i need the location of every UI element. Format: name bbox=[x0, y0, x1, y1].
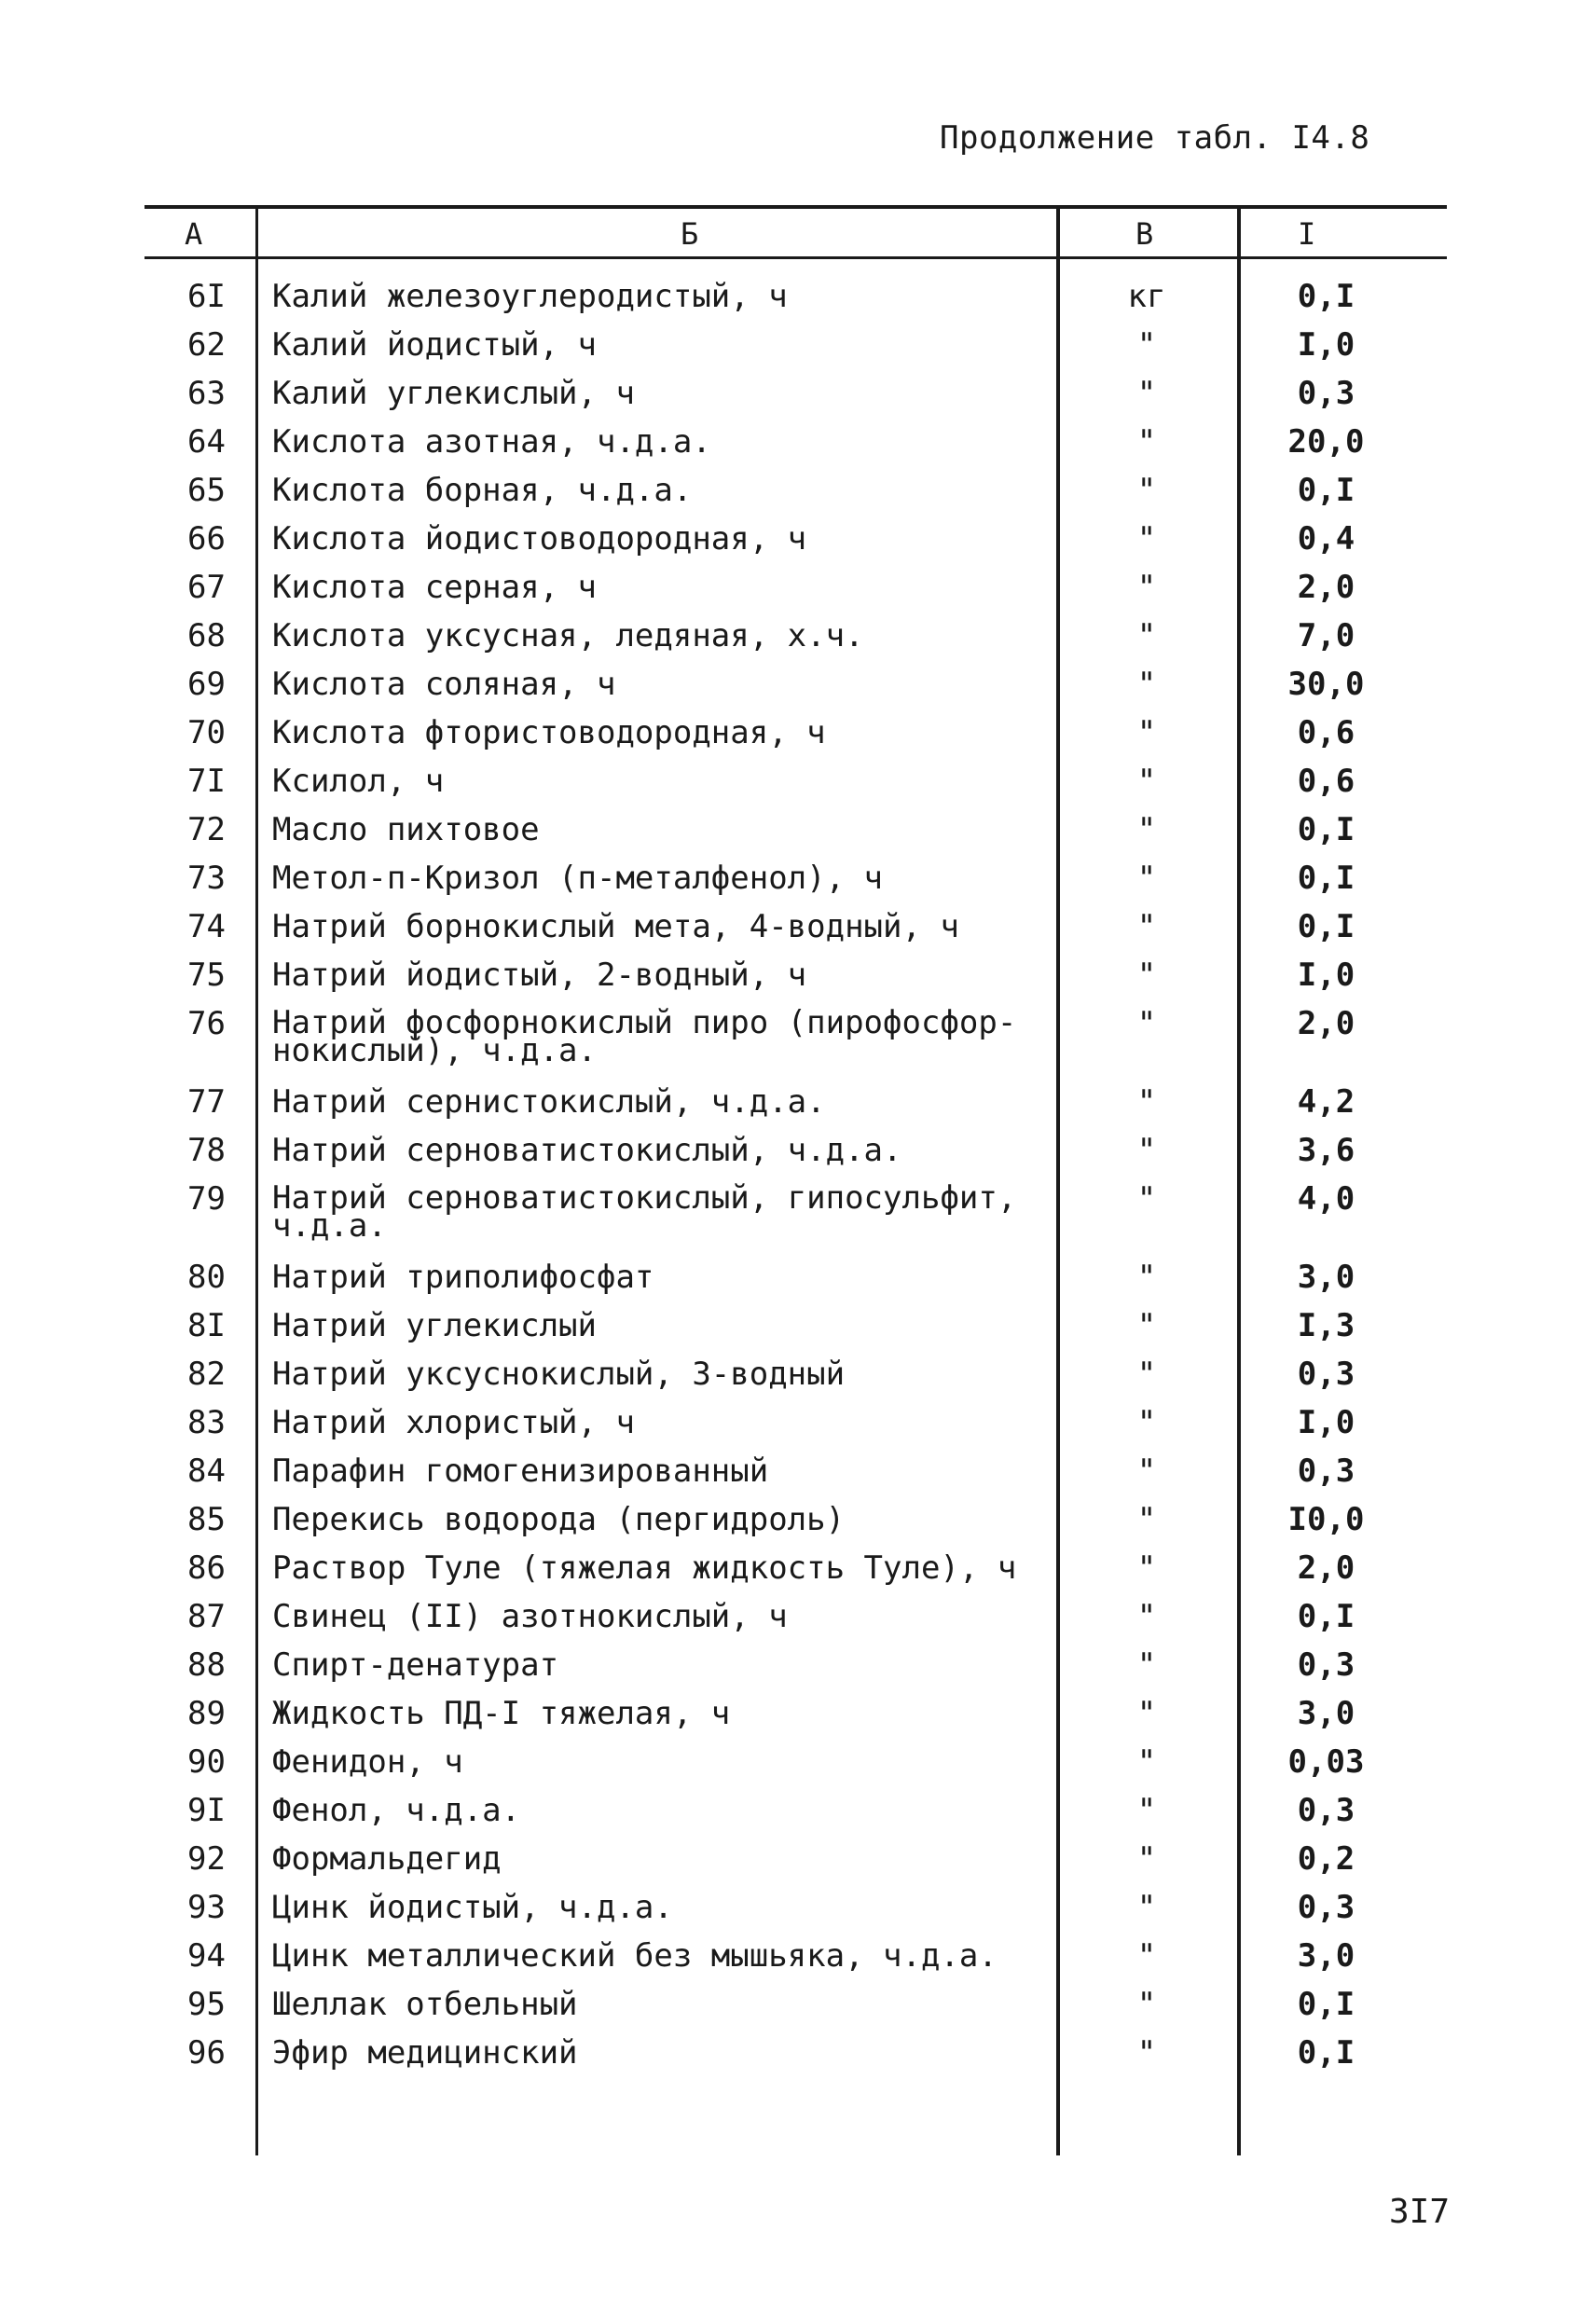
row-unit: " bbox=[1136, 1840, 1157, 1878]
row-number: 78 bbox=[187, 1132, 226, 1169]
row-number: 76 bbox=[187, 1005, 226, 1042]
table-top-rule bbox=[144, 205, 1447, 209]
table-row bbox=[0, 515, 1596, 563]
table-row bbox=[0, 1447, 1596, 1495]
row-unit: " bbox=[1136, 1404, 1157, 1441]
row-unit: " bbox=[1136, 617, 1157, 654]
row-value: 3,0 bbox=[1297, 1937, 1355, 1975]
table-row bbox=[0, 1738, 1596, 1786]
table-row bbox=[0, 1350, 1596, 1398]
row-unit: " bbox=[1136, 666, 1157, 703]
row-value: 0,6 bbox=[1297, 763, 1355, 800]
table-row bbox=[0, 1495, 1596, 1544]
row-value: 0,3 bbox=[1297, 1889, 1355, 1926]
row-name: Калий йодистый, ч bbox=[272, 326, 597, 364]
row-value: 0,I bbox=[1297, 2034, 1355, 2072]
row-name: Кислота уксусная, ледяная, х.ч. bbox=[272, 617, 864, 654]
row-number: 94 bbox=[187, 1937, 226, 1975]
table-row bbox=[0, 709, 1596, 757]
row-unit: " bbox=[1136, 1132, 1157, 1169]
table-row bbox=[0, 1786, 1596, 1835]
row-number: 89 bbox=[187, 1695, 226, 1732]
table-row bbox=[0, 1175, 1596, 1253]
table-row bbox=[0, 418, 1596, 466]
row-unit: " bbox=[1136, 375, 1157, 412]
row-name: Кислота серная, ч bbox=[272, 569, 597, 606]
row-unit: " bbox=[1136, 472, 1157, 509]
row-name: Эфир медицинский bbox=[272, 2034, 578, 2072]
header-bottom-rule bbox=[144, 256, 1447, 259]
row-number: 84 bbox=[187, 1453, 226, 1490]
table-row bbox=[0, 1544, 1596, 1592]
row-name: Натрий углекислый bbox=[272, 1307, 597, 1344]
table-row bbox=[0, 466, 1596, 515]
row-name: Спирт-денатурат bbox=[272, 1646, 559, 1684]
table-row bbox=[0, 321, 1596, 369]
row-number: 73 bbox=[187, 860, 226, 897]
row-name: Натрий серноватистокислый, ч.д.а. bbox=[272, 1132, 902, 1169]
row-value: 0,03 bbox=[1287, 1743, 1365, 1781]
row-value: 0,I bbox=[1297, 908, 1355, 945]
table-row bbox=[0, 1883, 1596, 1932]
row-unit: " bbox=[1136, 1501, 1157, 1538]
row-value: 0,3 bbox=[1297, 1453, 1355, 1490]
row-number: 72 bbox=[187, 811, 226, 848]
row-value: 2,0 bbox=[1297, 569, 1355, 606]
row-unit: " bbox=[1136, 763, 1157, 800]
row-value: I,0 bbox=[1297, 326, 1355, 364]
row-name: Масло пихтовое bbox=[272, 811, 540, 848]
row-unit: " bbox=[1136, 326, 1157, 364]
row-name: Метол-п-Кризол (п-металфенол), ч bbox=[272, 860, 884, 897]
row-unit: " bbox=[1136, 1743, 1157, 1781]
row-unit: " bbox=[1136, 569, 1157, 606]
table-row bbox=[0, 660, 1596, 709]
row-value: 0,3 bbox=[1297, 1646, 1355, 1684]
row-unit: " bbox=[1136, 1259, 1157, 1296]
row-unit: " bbox=[1136, 811, 1157, 848]
table-row bbox=[0, 1078, 1596, 1126]
row-unit: " bbox=[1136, 1937, 1157, 1975]
row-name: Натрий уксуснокислый, 3-водный bbox=[272, 1356, 846, 1393]
table-row bbox=[0, 1980, 1596, 2029]
row-number: 6I bbox=[187, 278, 226, 315]
row-number: 63 bbox=[187, 375, 226, 412]
row-unit: " bbox=[1136, 1986, 1157, 2023]
row-number: 62 bbox=[187, 326, 226, 364]
row-number: 75 bbox=[187, 957, 226, 994]
table-row bbox=[0, 1253, 1596, 1301]
row-value: 0,3 bbox=[1297, 1356, 1355, 1393]
table-row bbox=[0, 1126, 1596, 1175]
column-header-a: А bbox=[185, 216, 203, 252]
table-row bbox=[0, 854, 1596, 902]
row-unit: " bbox=[1136, 423, 1157, 461]
row-unit: " bbox=[1136, 1083, 1157, 1121]
row-unit: " bbox=[1136, 1549, 1157, 1587]
row-number: 95 bbox=[187, 1986, 226, 2023]
row-name: Шеллак отбельный bbox=[272, 1986, 578, 2023]
row-unit: " bbox=[1136, 1356, 1157, 1393]
column-header-d: I bbox=[1298, 216, 1316, 252]
row-name: Натрий йодистый, 2-водный, ч bbox=[272, 957, 807, 994]
row-number: 69 bbox=[187, 666, 226, 703]
table-row bbox=[0, 369, 1596, 418]
row-name: Натрий триполифосфат bbox=[272, 1259, 654, 1296]
row-number: 96 bbox=[187, 2034, 226, 2072]
table-caption: Продолжение табл. I4.8 bbox=[940, 119, 1370, 157]
row-name: Кислота соляная, ч bbox=[272, 666, 616, 703]
row-number: 8I bbox=[187, 1307, 226, 1344]
row-value: 2,0 bbox=[1297, 1005, 1355, 1042]
row-name: Натрий фосфорнокислый пиро (пирофосфор-нокислый), ч.д.а. bbox=[272, 1004, 1017, 1069]
row-unit: " bbox=[1136, 1180, 1157, 1218]
row-unit: " bbox=[1136, 1453, 1157, 1490]
row-unit: " bbox=[1136, 1005, 1157, 1042]
row-value: 30,0 bbox=[1287, 666, 1365, 703]
table-row bbox=[0, 757, 1596, 805]
row-unit: " bbox=[1136, 520, 1157, 558]
table-row bbox=[0, 1398, 1596, 1447]
row-name: Цинк йодистый, ч.д.а. bbox=[272, 1889, 673, 1926]
row-name: Парафин гомогенизированный bbox=[272, 1453, 769, 1490]
row-number: 67 bbox=[187, 569, 226, 606]
row-number: 65 bbox=[187, 472, 226, 509]
row-number: 82 bbox=[187, 1356, 226, 1393]
row-unit: " bbox=[1136, 1889, 1157, 1926]
table-body bbox=[0, 272, 1596, 2077]
row-value: 0,I bbox=[1297, 1986, 1355, 2023]
row-value: 3,0 bbox=[1297, 1259, 1355, 1296]
row-number: 90 bbox=[187, 1743, 226, 1781]
row-unit: " bbox=[1136, 1598, 1157, 1635]
row-name: Перекись водорода (пергидроль) bbox=[272, 1501, 846, 1538]
row-number: 85 bbox=[187, 1501, 226, 1538]
row-value: 0,I bbox=[1297, 860, 1355, 897]
row-name: Фенидон, ч bbox=[272, 1743, 463, 1781]
row-unit: " bbox=[1136, 1646, 1157, 1684]
row-number: 74 bbox=[187, 908, 226, 945]
row-unit: " bbox=[1136, 860, 1157, 897]
row-name: Кислота азотная, ч.д.а. bbox=[272, 423, 711, 461]
row-name: Свинец (II) азотнокислый, ч bbox=[272, 1598, 788, 1635]
table-row bbox=[0, 1641, 1596, 1689]
row-number: 87 bbox=[187, 1598, 226, 1635]
row-number: 80 bbox=[187, 1259, 226, 1296]
row-name: Натрий хлористый, ч bbox=[272, 1404, 635, 1441]
row-value: 0,4 bbox=[1297, 520, 1355, 558]
row-value: I0,0 bbox=[1287, 1501, 1365, 1538]
row-value: I,0 bbox=[1297, 957, 1355, 994]
row-name: Натрий серноватистокислый, гипосульфит, ч.д.а. bbox=[272, 1179, 1017, 1245]
column-header-b: Б bbox=[681, 216, 699, 252]
row-unit: " bbox=[1136, 957, 1157, 994]
row-name: Формальдегид bbox=[272, 1840, 502, 1878]
row-number: 86 bbox=[187, 1549, 226, 1587]
row-value: 0,I bbox=[1297, 278, 1355, 315]
row-number: 7I bbox=[187, 763, 226, 800]
row-name: Цинк металлический без мышьяка, ч.д.а. bbox=[272, 1937, 998, 1975]
row-unit: " bbox=[1136, 1307, 1157, 1344]
row-name: Натрий сернистокислый, ч.д.а. bbox=[272, 1083, 826, 1121]
row-name: Кислота фтористоводородная, ч bbox=[272, 714, 826, 751]
row-value: 4,2 bbox=[1297, 1083, 1355, 1121]
row-unit: " bbox=[1136, 908, 1157, 945]
row-number: 79 bbox=[187, 1180, 226, 1218]
table-row bbox=[0, 1301, 1596, 1350]
row-name: Кислота борная, ч.д.а. bbox=[272, 472, 693, 509]
table-row bbox=[0, 1932, 1596, 1980]
row-name: Калий железоуглеродистый, ч bbox=[272, 278, 788, 315]
row-value: 0,3 bbox=[1297, 1792, 1355, 1829]
row-value: 4,0 bbox=[1297, 1180, 1355, 1218]
row-unit: кг bbox=[1127, 278, 1166, 315]
row-name: Жидкость ПД-I тяжелая, ч bbox=[272, 1695, 731, 1732]
row-number: 83 bbox=[187, 1404, 226, 1441]
row-unit: " bbox=[1136, 2034, 1157, 2072]
row-value: 3,0 bbox=[1297, 1695, 1355, 1732]
row-value: 0,I bbox=[1297, 811, 1355, 848]
table-row bbox=[0, 805, 1596, 854]
row-name: Фенол, ч.д.а. bbox=[272, 1792, 521, 1829]
row-value: 0,I bbox=[1297, 472, 1355, 509]
row-value: 0,2 bbox=[1297, 1840, 1355, 1878]
table-row bbox=[0, 2029, 1596, 2077]
row-unit: " bbox=[1136, 1792, 1157, 1829]
row-value: 7,0 bbox=[1297, 617, 1355, 654]
row-value: I,0 bbox=[1297, 1404, 1355, 1441]
row-value: 0,3 bbox=[1297, 375, 1355, 412]
page-number: 3I7 bbox=[1389, 2193, 1451, 2231]
table-row bbox=[0, 1835, 1596, 1883]
row-name: Натрий борнокислый мета, 4-водный, ч bbox=[272, 908, 959, 945]
row-value: 3,6 bbox=[1297, 1132, 1355, 1169]
row-number: 70 bbox=[187, 714, 226, 751]
table-row bbox=[0, 951, 1596, 999]
row-number: 64 bbox=[187, 423, 226, 461]
table-row bbox=[0, 612, 1596, 660]
row-name: Ксилол, ч bbox=[272, 763, 445, 800]
column-header-c: В bbox=[1135, 216, 1154, 252]
table-row bbox=[0, 902, 1596, 951]
table-row bbox=[0, 999, 1596, 1078]
row-number: 68 bbox=[187, 617, 226, 654]
table-row bbox=[0, 1592, 1596, 1641]
row-unit: " bbox=[1136, 1695, 1157, 1732]
table-row bbox=[0, 563, 1596, 612]
row-number: 77 bbox=[187, 1083, 226, 1121]
row-number: 88 bbox=[187, 1646, 226, 1684]
row-value: 0,6 bbox=[1297, 714, 1355, 751]
row-value: I,3 bbox=[1297, 1307, 1355, 1344]
row-value: 2,0 bbox=[1297, 1549, 1355, 1587]
row-number: 66 bbox=[187, 520, 226, 558]
row-value: 20,0 bbox=[1287, 423, 1365, 461]
row-name: Раствор Туле (тяжелая жидкость Туле), ч bbox=[272, 1549, 1017, 1587]
table-row bbox=[0, 272, 1596, 321]
row-unit: " bbox=[1136, 714, 1157, 751]
row-number: 9I bbox=[187, 1792, 226, 1829]
row-number: 92 bbox=[187, 1840, 226, 1878]
table-row bbox=[0, 1689, 1596, 1738]
row-value: 0,I bbox=[1297, 1598, 1355, 1635]
row-name: Калий углекислый, ч bbox=[272, 375, 635, 412]
row-number: 93 bbox=[187, 1889, 226, 1926]
row-name: Кислота йодистоводородная, ч bbox=[272, 520, 807, 558]
